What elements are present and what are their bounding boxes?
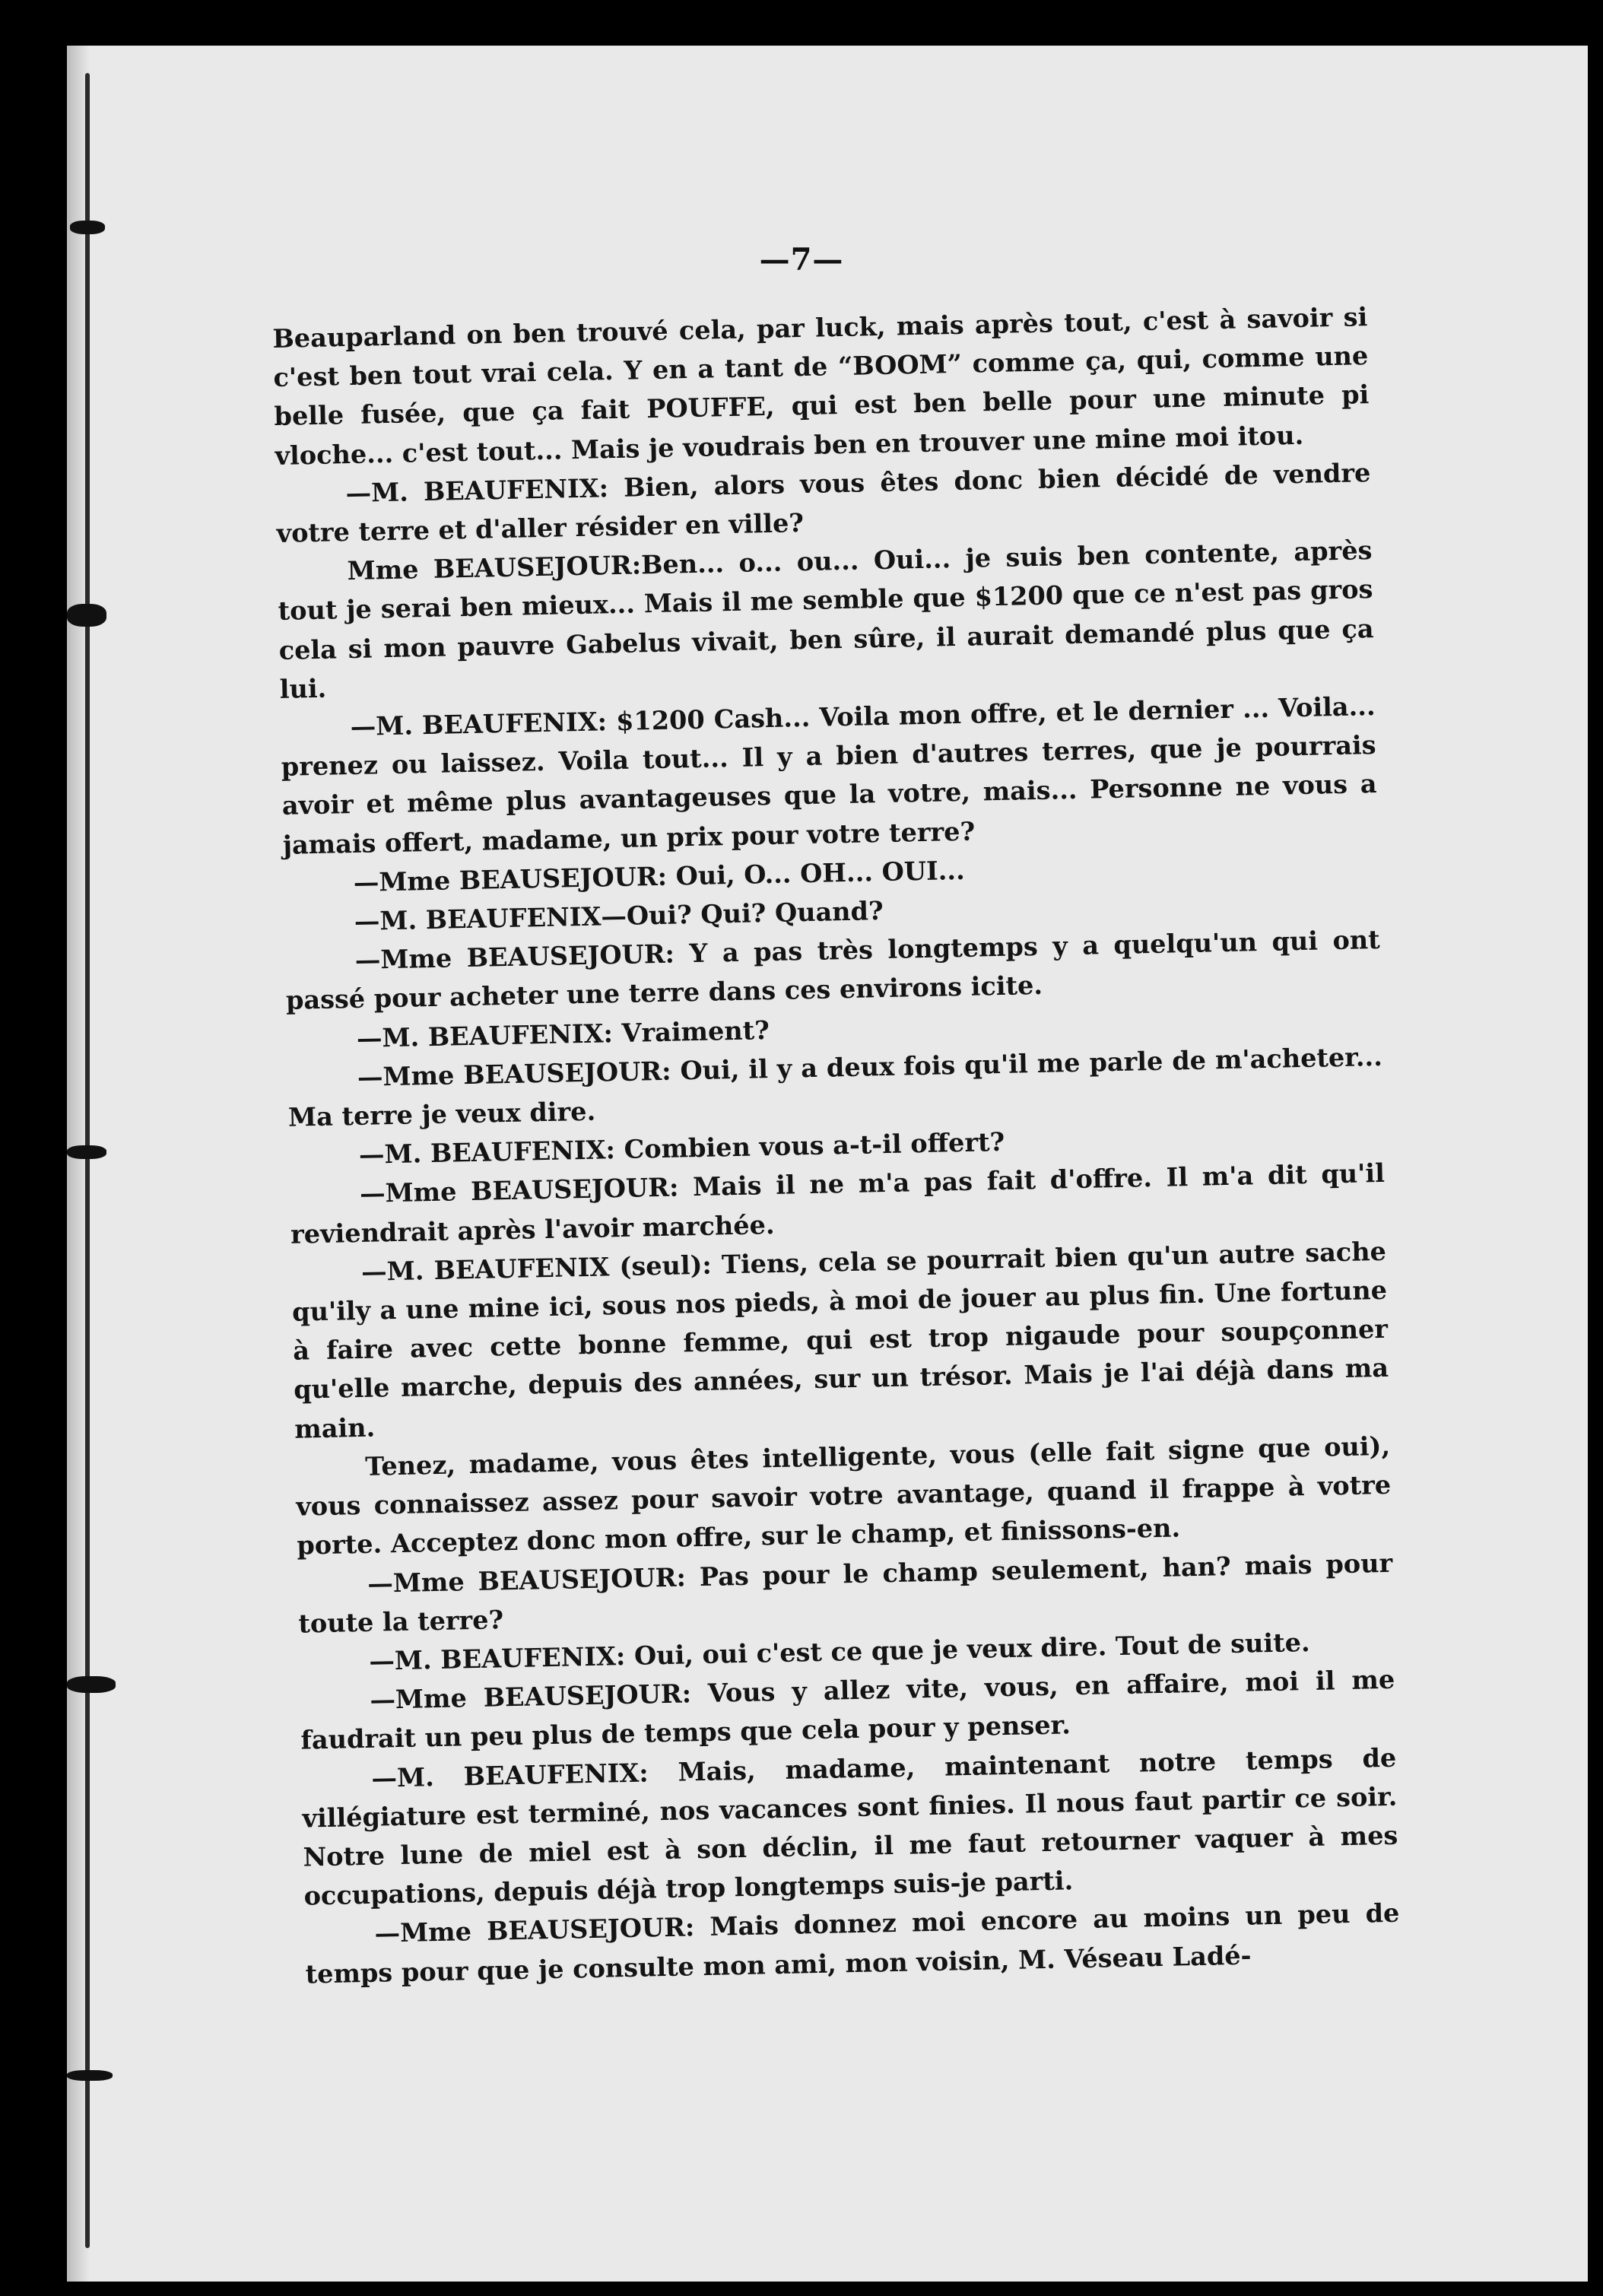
paragraph: —M. BEAUFENIX: $1200 Cash... Voila mon offre, et le dernier ... Voila... prenez ou laissez. Voila tout... Il y a bien d'autres terres, que je pourrais avoir et même plus avantageuses que la votre, mais... Personne ne vous a jamais offert, madame, un prix pour votre terre? [281,691,1377,860]
paragraph: —Mme BEAUSEJOUR: Oui, O... OH... OUI... [353,855,966,897]
binding-knot [67,2070,113,2081]
binding-knot [70,221,105,234]
paragraph: —Mme BEAUSEJOUR: Vous y allez vite, vous, en affaire, moi il me faudrait un peu plus de temps que cela pour y penser. [300,1664,1395,1755]
paragraph: —M. BEAUFENIX: Vraiment? [356,1015,770,1053]
paragraph: —M. BEAUFENIX: Oui, oui c'est ce que je veux dire. Tout de suite. [369,1627,1310,1676]
paragraph: —M. BEAUFENIX—Oui? Qui? Quand? [354,896,884,937]
binding-knot [67,1145,106,1159]
paragraph: Mme BEAUSEJOUR:Ben... o... ou... Oui... je suis ben contente, après tout je serai ben mieux... Mais il me semble que $1200 que ce n'est pas gros cela si mon pauvre Gabelus vivait, ben sûre, il aurait demandé plus que ça lui. [278,535,1374,704]
binding-string [85,73,90,2248]
paragraph: Beauparland on ben trouvé cela, par luck, mais après tout, c'est à savoir si c'est ben tout vrai cela. Y en a tant de “BOOM” comme ça, qui, comme une belle fusée, que ça fait POUFFE, qui est ben belle pour une minute pi vloche... c'est tout... Mais je voudrais ben en trouver une mine moi itou. [272,302,1370,471]
page-number: —7— [759,242,844,278]
binding-knot [67,604,106,627]
binding-knot [67,1676,116,1693]
paragraph: —M. BEAUFENIX: Mais, madame, maintenant notre temps de villégiature est terminé, nos vacances sont finies. Il nous faut partir ce soir. Notre lune de miel est à son déclin, il me faut retourner vaquer à mes occupations, depuis déjà trop longtemps suis-je parti. [302,1742,1398,1911]
paragraph: —Mme BEAUSEJOUR: Mais donnez moi encore au moins un peu de temps pour que je consulte mon ami, mon voisin, M. Véseau Ladé- [305,1898,1400,1990]
paragraph: —Mme BEAUSEJOUR: Oui, il y a deux fois qu'il me parle de m'acheter... Ma terre je veux dire. [287,1041,1383,1132]
paragraph: —Mme BEAUSEJOUR: Mais il ne m'a pas fait d'offre. Il m'a dit qu'il reviendrait après l'avoir marchée. [290,1158,1386,1250]
paragraph: —M. BEAUFENIX: Bien, alors vous êtes donc bien décidé de vendre votre terre et d'aller résider en ville? [276,457,1371,548]
paragraph: —Mme BEAUSEJOUR: Y a pas très longtemps y a quelqu'un qui ont passé pour acheter une terre dans ces environs icite. [285,925,1381,1016]
paragraph: —M. BEAUFENIX (seul): Tiens, cela se pourrait bien qu'un autre sache qu'ily a une mine ici, sous nos pieds, à moi de jouer au plus fin. Une fortune à faire avec cette bonne femme, qui est trop nigaude pour soupçonner qu'elle marche, depuis des années, sur un trésor. Mais je l'ai déjà dans ma main. [291,1236,1389,1444]
paragraph: —M. BEAUFENIX: Combien vous a-t-il offert? [358,1127,1005,1170]
paragraph: —Mme BEAUSEJOUR: Pas pour le champ seulement, han? mais pour toute la terre? [298,1548,1393,1639]
body-text [272,297,1401,1993]
paragraph: Tenez, madame, vous êtes intelligente, vous (elle fait signe que oui), vous connaissez assez pour savoir votre avantage, quand il frappe à votre porte. Acceptez donc mon offre, sur le champ, et finissons-en. [295,1431,1392,1561]
